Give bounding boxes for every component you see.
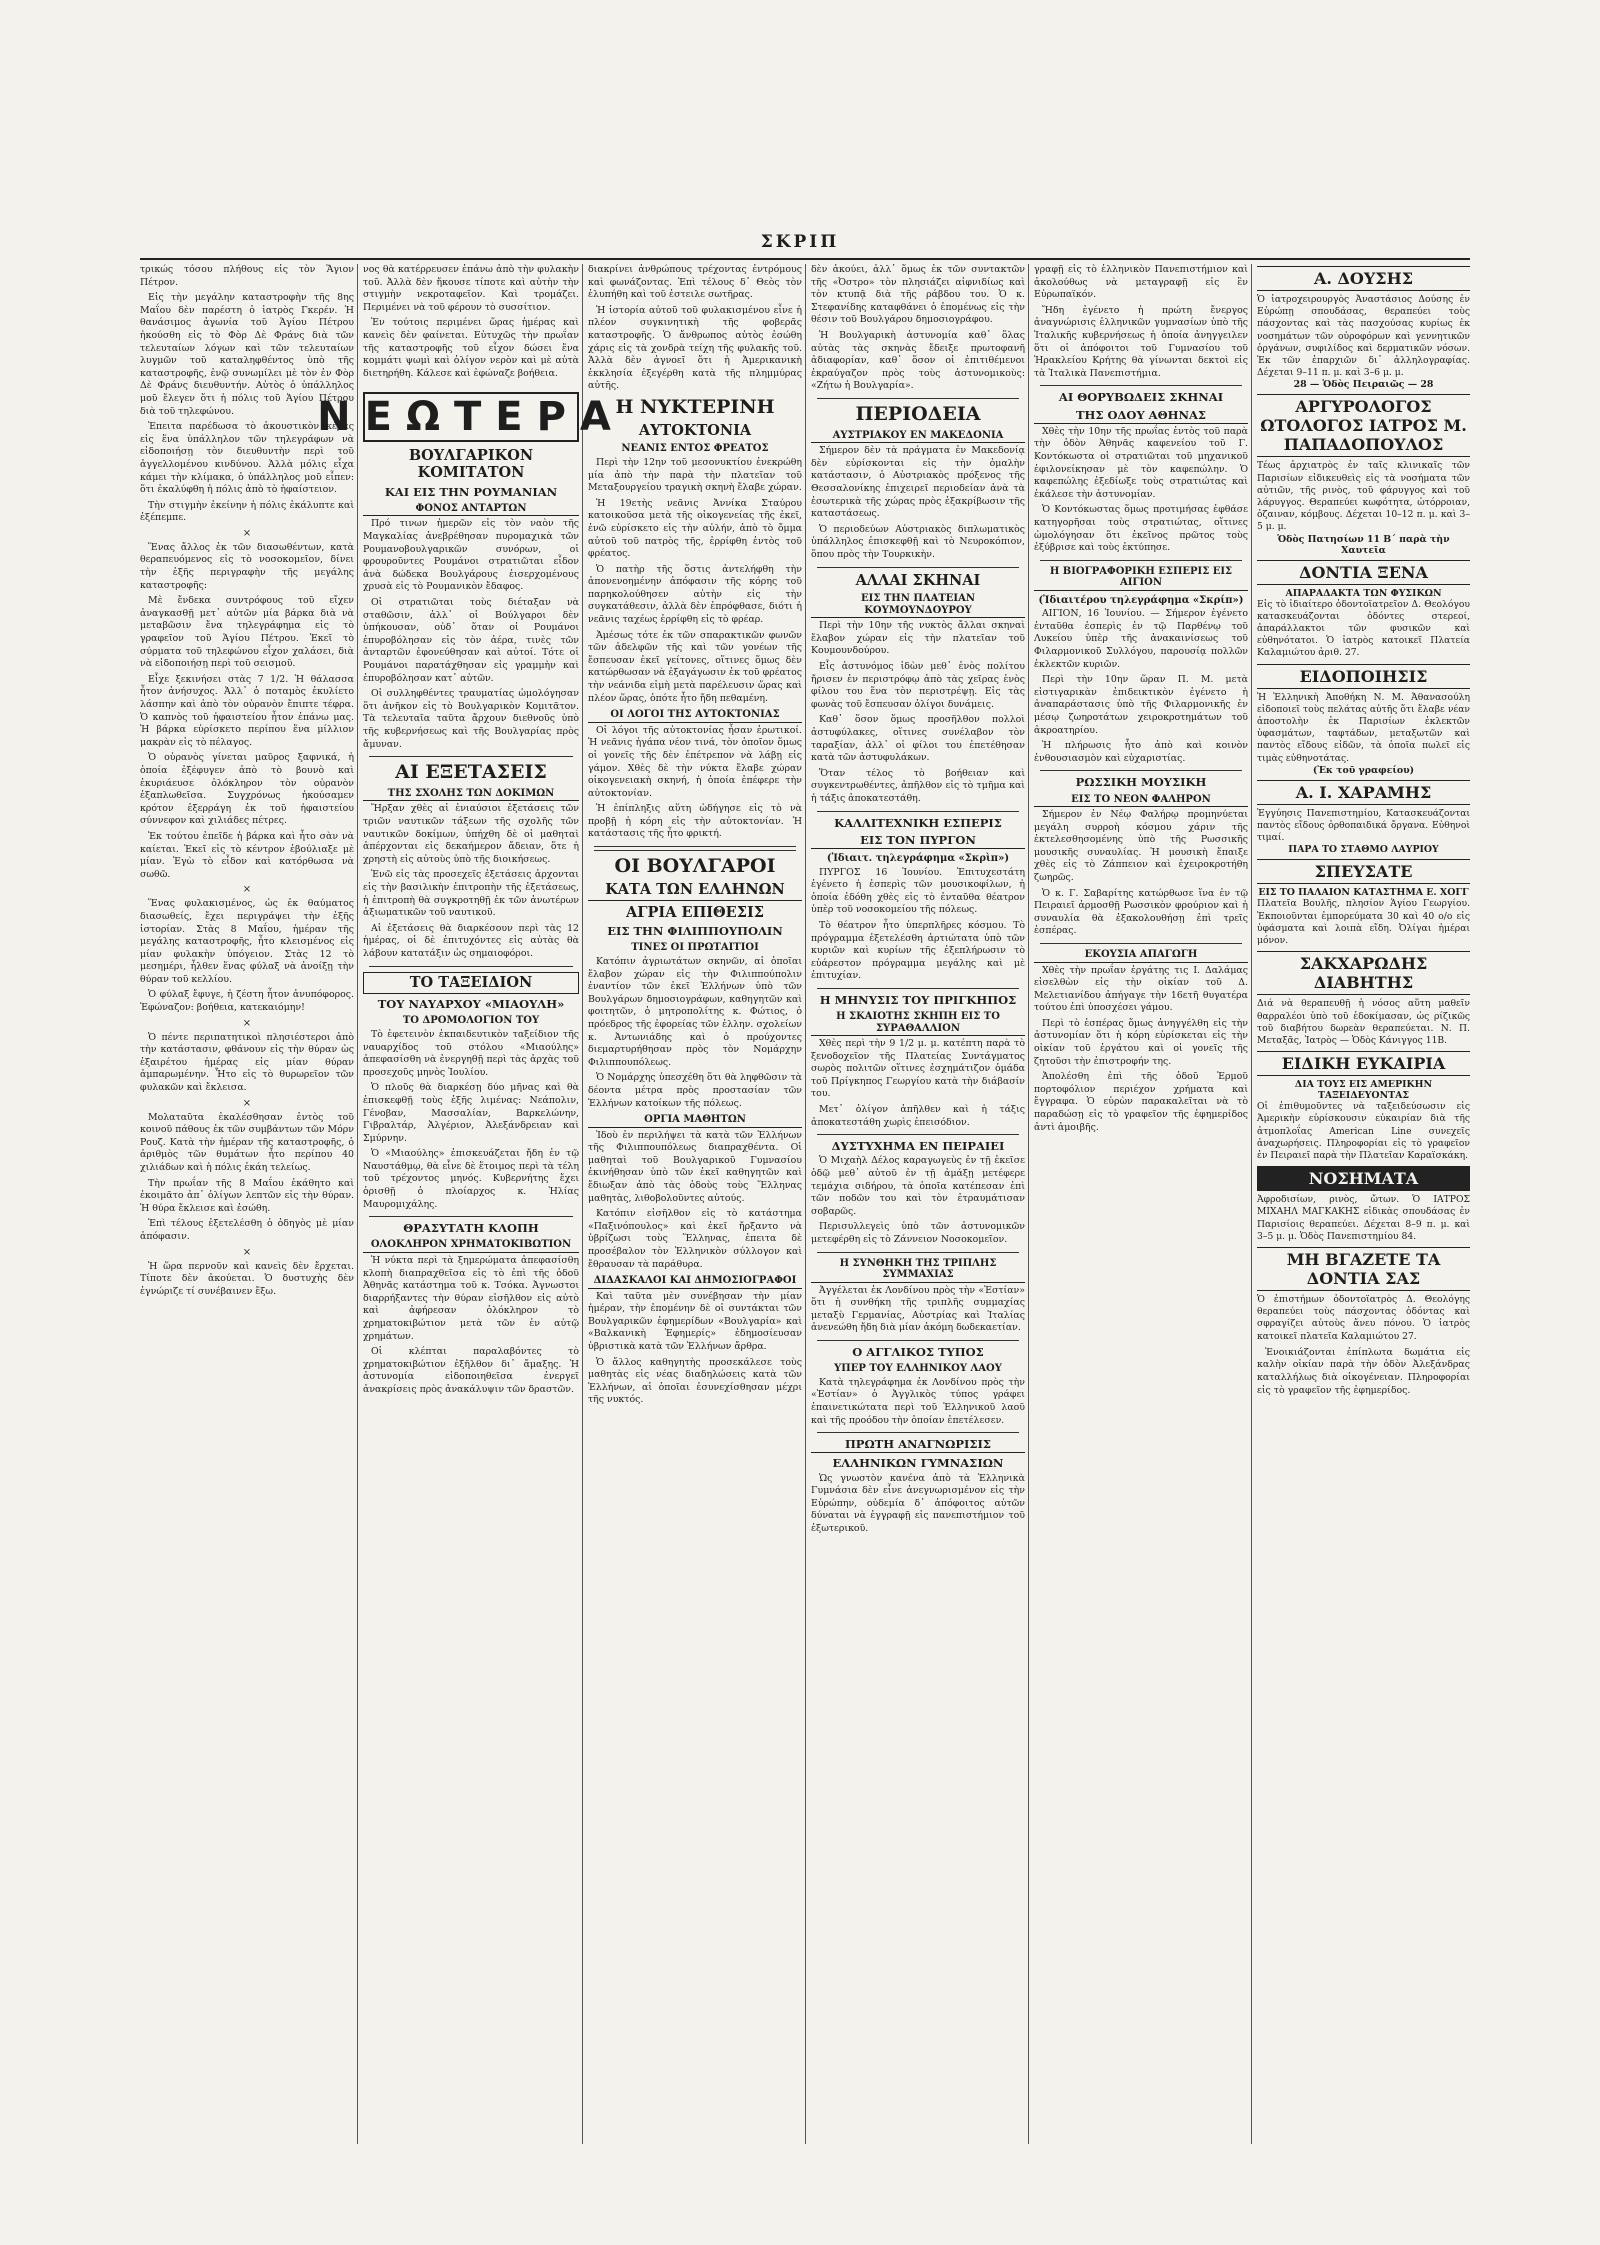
article-paragraph: Σήμερον δὲν τὰ πράγματα ἐν Μακεδονίᾳ δὲν εὑρίσκονται εἰς τὴν ὁμαλὴν κατάστασιν, ὁ Αὐστριακὸς πρόξενος τῆς Θεσσαλονίκης ἐπιχειρεῖ περιοδείαν ἀνὰ τὰ ἐσωτερικὰ τῆς χώρας πρὸς ἐξακρίβωσιν τῆς καταστάσεως. (811, 445, 1025, 520)
article-paragraph: διακρίνει ἀνθρώπους τρέχοντας ἐντρόμους καὶ φωνάζοντας. Ἐπὶ τέλους δ᾽ Θεὸς τὸν ἐλυπήθη καὶ τοῦ ἐστειλε σωτῆρας. (588, 264, 802, 301)
advertisement-title: ΝΟΣΗΜΑΤΑ (1257, 1166, 1470, 1191)
article-paragraph: Κατόπιν ἀγριωτάτων σκηνῶν, αἱ ὁποῖαι ἔλαβον χώραν εἰς τὴν Φιλιππούπολιν ἐναντίον τῶν ἐκεῖ Ἑλλήνων ὑπὸ τῶν Βουλγάρων δημοσιογράφων, καθηγητῶν καὶ φοιτητῶν, ὁ μητροπολίτης κ. Φώτιος, ὁ πρόεδρος τῆς ἐφορείας τῶν ἑλλην. σχολείων κ. Ἀντωνιάδης καὶ ὁ προύχοντες διεμαρτυρήθησαν πρὸς τὸν Νομάρχην Φιλιππουπόλεως. (588, 955, 802, 1068)
advertisement-title: ΔΟΝΤΙΑ ΞΕΝΑ (1257, 560, 1470, 585)
article-paragraph: Τὸ ἐφετεινὸν ἐκπαιδευτικὸν ταξείδιον τῆς ναυαρχίδος τοῦ στόλου «Μιαούλης» ἀπεφασίσθη νὰ ἐνεργηθῇ περὶ τὰς ἀρχὰς τοῦ προσεχοῦς μηνὸς Ἰουλίου. (363, 1028, 579, 1078)
advertisement-title: ΜΗ ΒΓΑΖΕΤΕ ΤΑ ΔΟΝΤΙΑ ΣΑΣ (1257, 1247, 1470, 1291)
article-headline: ΕΙΣ ΤΗΝ ΠΛΑΤΕΙΑΝ ΚΟΥΜΟΥΝΔΟΥΡΟΥ (811, 593, 1025, 618)
advertisement-title: ΑΡΓΥΡΟΛΟΓΟΣ ΩΤΟΛΟΓΟΣ ΙΑΤΡΟΣ Μ. ΠΑΠΑΔΟΠΟΥΛΟΣ (1257, 394, 1470, 457)
article-paragraph: Τὴν πρωΐαν τῆς 8 Μαΐου ἐκάθητο καὶ ἐκοιμᾶτο ἀπ᾽ ὀλίγων λεπτῶν εἰς τὴν θύραν. Ἡ θύρα ἔκλεισε καὶ ἐσώθη. (140, 1177, 354, 1214)
masthead-title: ΣΚΡΙΠ (760, 232, 840, 252)
article-paragraph: Μολαταῦτα ἐκαλέσθησαν ἐντὸς τοῦ κοινοῦ πάθους ἐκ τῶν συμβάντων τῶν Μόρν Ρουζ. Κατὰ τὴν ἡμέραν τῆς καταστροφῆς, ὁ ἀριθμὸς τῶν θυμάτων ἦτο περίπου 40 χιλιάδων καὶ ἡ πόλις ἐκάη τελείως. (140, 1111, 354, 1173)
article-headline: ΚΑΙ ΕΙΣ ΤΗΝ ΡΟΥΜΑΝΙΑΝ (384, 484, 558, 499)
latest-news-banner (317, 392, 625, 442)
advertisement-body: Ἀφροδισίων, ρινὸς, ὤτων. Ὁ ΙΑΤΡΟΣ ΜΙΧΑΗΛ ΜΑΓΚΑΚΗΣ εἰδικὰς σπουδάσας ἐν Παρισίοις θεραπεύει. Δέχεται 8–9 π. μ. καὶ 3–5 μ. μ. Ὁδὸς Πανεπιστημίου 84. (1257, 1194, 1470, 1242)
article-paragraph: Περισυλλεγεὶς ὑπὸ τῶν ἀστυνομικῶν μετεφέρθη εἰς τὸ Ζάννειον Νοσοκομεῖον. (811, 1221, 1025, 1246)
article-headline: ΝΕΑΝΙΣ ΕΝΤΟΣ ΦΡΕΑΤΟΣ (621, 443, 769, 455)
advertisement-body: Ἡ Ἑλληνικὴ Ἀποθήκη Ν. Μ. Ἀθανασούλη εἰδοποιεῖ τοὺς πελάτας αὐτῆς ὅτι ἔλαβε νέαν ἀποστολὴν ἐκ Παρισίων ἐκλεκτῶν ὑφασμάτων, ταφτάδων, μεταξωτῶν καὶ παντὸς εἴδους εἰδῶν, τὰ ὁποῖα πωλεῖ εἰς τιμὰς εὐθηνοτάτας. (1257, 691, 1470, 764)
advertisement-subtitle: ΔΙΑ ΤΟΥΣ ΕΙΣ ΑΜΕΡΙΚΗΝ ΤΑΞΕΙΔΕΥΟΝΤΑΣ (1294, 1079, 1433, 1102)
column-rule (817, 398, 1019, 399)
article-headline: ΕΛΛΗΝΙΚΩΝ ΓΥΜΝΑΣΙΩΝ (832, 1456, 1004, 1471)
article-paragraph: Ὁ Κοντόκωστας ὅμως προτιμήσας ἐφθάσε κατηγορῆσαι τοὺς στρατιώτας, οἵτινες ὠμολόγησαν ὅτι ἐκεῖνος πρῶτος τοὺς ἐξύβρισε καὶ τοὺς ἐκτύπησε. (1034, 504, 1248, 554)
column-rule (817, 1134, 1019, 1135)
column-3 (588, 264, 806, 2144)
advertisement-body: Πλατεῖα Βουλῆς, πλησίον Ἁγίου Γεωργίου. Ἐκποιοῦνται ἐμπορεύματα 30 καὶ 40 ο/ο εἰς ὑφάσματα καὶ λοιπὰ εἴδη. Ὀλίγαι ἡμέραι μόνον. (1257, 898, 1470, 947)
advertisement-footer: Ὁδὸς Πατησίων 11 Β΄ παρὰ τὴν Χαυτεῖα (1277, 533, 1450, 556)
advertisement-body: Ὁ ἐπιστήμων ὀδοντοϊατρὸς Δ. Θεολόγης θεραπεύει τοὺς πάσχοντας ὀδόντας καὶ σφραγίζει αὐτοὺς ἄνευ πόνου. Ὁ ἰατρὸς κατοικεῖ πλατεῖα Καλαμιώτου 27. (1257, 1293, 1470, 1342)
article-headline: ΕΙΣ ΤΟΝ ΠΥΡΓΟΝ (811, 834, 1025, 849)
section-separator: × (242, 1246, 252, 1258)
article-paragraph: Ὁ πατὴρ τῆς ὅστις ἀντελήφθη τὴν ἀπονενοημένην ἀπόφασιν τῆς κόρης τοῦ παρηκολούθησεν αὐτὴν εἰς τὴν συγκατάθεσιν, ἀλλὰ δὲν ἐπρόφθασε, διότι ἡ νεᾶνις ταχέως ἐρρίφθη εἰς τὸ φρέαρ. (588, 563, 802, 626)
article-paragraph: Ὁ οὐρανὸς γίνεται μαῦρος ξαφνικά, ἡ ὁποία ἐξέφυγεν ἀπὸ τὸ βουνὸ καὶ ἐκυριάευσε ὁλόκληρον τὸν οὐρανὸν ἐξαπλωθεῖσα. Συγχρόνως ἠκούσαμεν κρότον ἐξερράγη ἐκ τοῦ ἡφαιστείου σύννεφον καὶ χιλιάδες πέτρες. (140, 752, 354, 827)
advertisement (1257, 266, 1470, 390)
article-paragraph: Περὶ τὴν 12ην τοῦ μεσονυκτίου ἐνεκρώθη μία ἀπὸ τὴν παρὰ τὴν πλατεῖαν τοῦ Μεταξουργείου τραγικὴ σκηνὴ ἔλαβε χώραν. (588, 456, 802, 494)
article-headline: ΑΙ ΘΟΡΥΒΩΔΕΙΣ ΣΚΗΝΑΙ (1058, 390, 1224, 405)
article-headline: Η ΜΗΝΥΣΙΣ ΤΟΥ ΠΡΙΓΚΗΠΟΣ (819, 992, 1017, 1007)
article-headline: ΤΙΝΕΣ ΟΙ ΠΡΩΤΑΙΤΙΟΙ (631, 942, 759, 954)
article-paragraph: νος θὰ κατέρρευσεν ἐπάνω ἀπὸ τὴν φυλακὴν τοῦ. Ἀλλὰ δὲν ἤκουσε τίποτε καὶ αὐτὴν τὴν στιγμὴν νεκροταφεῖον. Καὶ τρομάζει. Περιμένει νὰ τοῦ φέρουν τὸ συσσίτιον. (363, 264, 579, 313)
article-headline: ΔΥΣΤΥΧΗΜΑ ΕΝ ΠΕΙΡΑΙΕΙ (831, 1139, 1005, 1154)
advertisement (1257, 1247, 1470, 1343)
article-paragraph: Ὡς γνωστὸν κανένα ἀπὸ τὰ Ἑλληνικὰ Γυμνάσια δὲν εἶνε ἀνεγνωρισμένον εἰς τὴν Εὐρώπην, οὐδεμία δ᾽ ἀπόφοιτος αὐτῶν δύναται νὰ ἐγγραφῇ εἰς πανεπιστήμιον τοῦ ἐξωτερικοῦ. (811, 1472, 1025, 1534)
advertisement-body: Ἐγγύησις Πανεπιστημίου, Κατασκευάζονται παντὸς εἴδους ὀρθοπαιδικά ὄργανα. Εὐθηνοὶ τιμαί. (1257, 807, 1470, 844)
advertisement-title: Α. Ι. ΧΑΡΑΜΗΣ (1257, 780, 1470, 805)
article-paragraph: Οἱ συλληφθέντες τραυματίας ὡμολόγησαν ὅτι ἀνῆκον εἰς τὸ Βουλγαρικὸν Κομιτᾶτον. Τὰ τελευταῖα ταῦτα ἄρχουν διεθνοῦς ὑπὸ τῆς κυβερνήσεως καὶ τῆς Βουλγαρίας πρὸς ἄμυναν. (363, 688, 579, 750)
article-headline: ΦΟΝΟΣ ΑΝΤΑΡΤΩΝ (363, 503, 579, 517)
advertisement-body: Οἱ ἐπιθυμοῦντες νὰ ταξειδεύσωσιν εἰς Ἀμερικὴν εὑρίσκουσιν εὐκαιρίαν διὰ τῆς ἀτμοπλοΐας American Line συνεχεῖς ἀναχωρήσεις. Πληροφορίαι εἰς τὸ γραφεῖον ἐν Πειραιεῖ παρὰ τὴν Πλατεῖαν Καραϊσκάκη. (1257, 1101, 1470, 1161)
article-headline: ΡΩΣΣΙΚΗ ΜΟΥΣΙΚΗ (1075, 775, 1207, 790)
banner-text: ΝΕΩΤΕΡΑ (317, 394, 625, 441)
article-paragraph: Ἤδη ἐγένετο ἡ πρώτη ἔνεργος ἀναγνώρισις ἑλληνικῶν γυμνασίων ὑπὸ τῆς Ἰταλικῆς κυβερνήσεως ἡ ὁποία ἀνηγγειλεν ὅτι οἱ ἀπόφοιτοι τοῦ Γυμνασίου τοῦ Ἡρακλείου Κρήτης θὰ γίνωνται δεκτοὶ εἰς τὰ Ἰταλικὰ Πανεπιστήμια. (1034, 304, 1248, 379)
article-headline: ΕΚΟΥΣΙΑ ΑΠΑΓΩΓΗ (1034, 949, 1248, 963)
article-paragraph: Ὁ «Μιαούλης» ἐπισκευάζεται ἤδη ἐν τῷ Ναυστάθμῳ, θὰ εἶνε δὲ ἕτοιμος περὶ τὰ τέλη τοῦ τρέχοντος μηνός. Κυβερνήτης ἔχει ὁρισθῇ ὁ πλοίαρχος κ. Ἠλίας Μαυρομιχάλης. (363, 1148, 579, 1210)
article-paragraph: Σήμερον ἐν Νέῳ Φαλήρῳ προμηνύεται μεγάλη συρροὴ κόσμου χάριν τῆς ἐκτελεσθησομένης ὑπὸ τῆς Ρωσσικῆς μουσικῆς συναυλίας. Ἡ μουσικὴ ἔπαιξε χθὲς εἰς τὸ Ζάππειον καὶ ἐχειροκροτήθη ζωηρῶς. (1034, 809, 1248, 884)
article-headline: Η ΣΚΑΙΟΤΗΣ ΣΚΗΠΗ ΕΙΣ ΤΟ ΣΥΡΑΘΑΛΛΙΟΝ (811, 1011, 1025, 1036)
article-headline: ΟΙ ΛΟΓΟΙ ΤΗΣ ΑΥΤΟΚΤΟΝΙΑΣ (588, 709, 802, 723)
advertisement-body: Εἰς τὸ ἰδιαίτερο ὀδοντοϊατρεῖον Δ. Θεολόγου κατασκευάζονται ὀδόντες στερεοί, ἀπαράλλακτοι τῶν φυσικῶν καὶ εὐθηνότατοι. Ὁ ἰατρὸς κατοικεῖ Πλατεία Καλαμιώτου ἀριθ. 27. (1257, 598, 1470, 659)
article-paragraph: Αἱ ἐξετάσεις θὰ διαρκέσουν περὶ τὰς 12 ἡμέρας, οἱ δὲ ἐπιτυχόντες εἰς αὐτὰς θὰ λάβουν κατατάξιν ὡς σημαιοφόροι. (363, 922, 579, 959)
section-separator: × (242, 1017, 252, 1029)
advertisement-title: ΕΙΔΙΚΗ ΕΥΚΑΙΡΙΑ (1257, 1051, 1470, 1076)
column-6 (1257, 264, 1473, 2144)
column-rule (369, 1216, 573, 1217)
column-rule (1040, 385, 1242, 386)
column-rule (369, 756, 573, 757)
article-paragraph: Ἡ 19ετὴς νεᾶνις Ἀννίκα Σταύρου κατοικοῦσα μετὰ τῆς οἰκογενείας τῆς ἐκεῖ, ἐνῶ εὑρίσκετο εἰς τὴν αὐλήν, ἀπὸ τὸ ὄμμα αὐτοῦ τοῦ πατρὸς τῆς, ἐρρίφθη ἐντὸς τοῦ φρέατος. (588, 497, 802, 560)
advertisement-subtitle: ΕΙΣ ΤΟ ΠΑΛΑΙΟΝ ΚΑΤΑΣΤΗΜΑ Ε. ΧΟΓΓ (1258, 887, 1469, 899)
article-headline: ΤΗΣ ΟΔΟΥ ΑΘΗΝΑΣ (1034, 409, 1248, 424)
article-headline: ΑΛΛΑΙ ΣΚΗΝΑΙ (855, 571, 981, 589)
article-paragraph: Τὸ θέατρον ἦτο ὑπερπλῆρες κόσμου. Τὸ πρόγραμμα ἐξετελέσθη ἀρτιώτατα ὑπὸ τῶν κυριῶν καὶ κυρίων τῆς ἐξεπλήρωσιν τὸ εὐάρεστον πρόγραμμα μεγάλης καὶ μὲ ἐπιτυχίαν. (811, 919, 1025, 982)
article-paragraph: Χθὲς περὶ τὴν 9 1/2 μ. μ. κατέπτη παρὰ τὸ ξενοδοχεῖον τῆς Πλατείας Συντάγματος σωρὸς πολιτῶν οἵτινες ἐσχημάτιζον ὁμάδα τοῦ Πρίγκηπος Γεωργίου κατὰ τὴν διάβασίν του. (811, 1038, 1025, 1100)
article-headline: Ο ΑΓΓΛΙΚΟΣ ΤΥΠΟΣ (852, 1345, 984, 1360)
advertisement-body: Τέως ἀρχιατρὸς ἐν ταῖς κλινικαῖς τῶν Παρισίων εἰδικευθεὶς εἰς τὰ νοσήματα τῶν αὐτιῶν, τῆς ρινὸς, τοῦ φάρυγγος καὶ τοῦ λάρυγγος. Θεραπεύει κωφότητα, ὠτόρροιαν, ὀζαιναν, κόμβους. Δέχεται 10–12 π. μ. καὶ 3–5 μ. μ. (1257, 460, 1470, 533)
advertisement-title: ΣΠΕΥΣΑΤΕ (1257, 859, 1470, 884)
article-paragraph: Ὁ φύλαξ ἔφυγε, ἡ ζέστη ἦτον ἀνυπόφορος. Ἐφώναζον: βοήθεια, κατεκαιόμην! (140, 989, 354, 1014)
article-paragraph: Ἡ ὥρα περνοῦν καὶ κανεὶς δὲν ἔρχεται. Τίποτε δὲν ἀκούεται. Ὁ δυστυχὴς δὲν ἐγνώριζε τί συνέβαινεν ἔξω. (140, 1260, 354, 1297)
article-paragraph: Οἱ στρατιῶται τοὺς διέταξαν νὰ σταθῶσιν, ἀλλ᾽ οἱ Βούλγαροι δὲν ὑπήκουσαν, οὐδ᾽ ὅταν οἱ Ρουμάνοι ἐπυροβόλησαν εἰς τὸν ἀέρα, τινὲς τῶν ἀνταρτῶν ἐφονεύθησαν καὶ αὐτοί. Τότε οἱ Ρουμάνοι παρατάχθησαν εἰς γραμμὴν καὶ ἐπυροβόλησαν κατ᾽ αὐτῶν. (363, 596, 579, 684)
column-rule (1040, 560, 1242, 561)
article-paragraph: Ὁ Μιχαὴλ Δέλος καραγωγεὺς ἐν τῇ ἐκεῖσε ὁδῷ μεθ᾽ αὐτοῦ ἐν τῇ ἀμάξῃ μετέφερε τεμάχια σιδήρου, τὰ ὁποῖα κατέπεσαν ἐπὶ τῶν ποδῶν του καὶ τὸν ἐτραυμάτισαν σοβαρῶς. (811, 1155, 1025, 1217)
article-paragraph: Ὁ πλοῦς θὰ διαρκέσῃ δύο μῆνας καὶ θὰ ἐπισκεφθῇ τοὺς ἑξῆς λιμένας: Νεάπολιν, Γένοβαν, Μασσαλίαν, Βαρκελώνην, Γιβραλτάρ, Ἀλγέριον, Ἀλεξάνδρειαν καὶ Σμύρνην. (363, 1082, 579, 1144)
column-rule (817, 1252, 1019, 1253)
column-rule (817, 567, 1019, 568)
advertisement (1257, 560, 1470, 660)
article-paragraph: Ὁ περιοδεύων Αὐστριακὸς διπλωματικὸς ὑπάλληλος ἐπισκεφθῇ καὶ τὸ Νευροκόπιον, ὅπου πρὸς τὴν Τουρκικὴν. (811, 523, 1025, 561)
article-paragraph: Ἐπειτα παρέδωσα τὸ ἀκουστικὸν κέρας εἰς ἕνα ὑπάλληλον τῶν τηλεγράφων νὰ εἰδοποιήσῃ τὸν διευθυντὴν περὶ τοῦ ἀγγελλομένου κινδύνου. Ἀλλὰ μόλις εἶχα κάμει τὴν κλίμακα, ὁ ὑπάλληλος μοῦ εἶπεν: ὅτι ἐκαλύφθη ἡ πόλις ἀπὸ τὸ ἡφαίστειον. (140, 421, 354, 496)
article-headline: ΤΟ ΔΡΟΜΟΛΟΓΙΟΝ ΤΟΥ (402, 1015, 540, 1027)
article-paragraph: Μετ᾽ ὀλίγον ἀπῆλθεν καὶ ἡ τάξις ἀποκατεστάθη χωρὶς ἐπεισόδιον. (811, 1104, 1025, 1128)
article-paragraph: Ὁ Νομάρχης ὑπεσχέθη ὅτι θὰ ληφθῶσιν τὰ δέοντα μέτρα πρὸς προστασίαν τῶν Ἑλλήνων κατοίκων τῆς πόλεως. (588, 1072, 802, 1109)
advertisement-title: ΣΑΚΧΑΡΩΔΗΣ ΔΙΑΒΗΤΗΣ (1257, 951, 1470, 995)
advertisement (1257, 951, 1470, 1047)
article-headline: Η ΣΥΝΘΗΚΗ ΤΗΣ ΤΡΙΠΛΗΣ ΣΥΜΜΑΧΙΑΣ (811, 1258, 1025, 1283)
article-paragraph: Κατόπιν εἰσῆλθον εἰς τὸ κατάστημα «Παξινόπουλος» καὶ ἐκεῖ ἤρξαντο νὰ ὑβρίζωσι τοὺς Ἕλληνας, ἐπειτα δὲ προσέβαλον τὸν Ἑλληνικὸν σύλλογον καὶ ἔθραυσαν τὰ παράθυρα. (588, 1208, 802, 1270)
article-paragraph: Ἡ ἐπίπληξις αὕτη ὡδήγησε εἰς τὸ νὰ προβῇ ἡ κόρη εἰς τὴν αὐτοκτονίαν. Ἡ κατάστασις τῆς ἦτο φρικτή. (588, 803, 802, 840)
article-paragraph: Χθὲς τὴν πρωΐαν ἐργάτης τις Ι. Δαλάμας εἰσελθὼν εἰς τὴν οἰκίαν τοῦ Δ. Μελετιανίδου ἀπήγαγε τὴν 16ετῆ θυγατέρα τούτου ἐπὶ ὑποσχέσει γάμου. (1034, 964, 1248, 1014)
article-paragraph: δὲν ἀκούει, ἀλλ᾽ ὅμως ἐκ τῶν συντακτῶν τῆς «Ὀστρο» τὸν πλησιάζει αἰφνιδίως καὶ τὸν κτυπᾷ διὰ τῆς ράβδου του. Ὁ κ. Στεφανίδης καταφθάνει ὁ ἐπομένως εἰς τὴν θέσιν τοῦ Βουλγάρου δημοσιογράφου. (811, 264, 1025, 326)
article-headline: ΟΛΟΚΛΗΡΟΝ ΧΡΗΜΑΤΟΚΙΒΩΤΙΟΝ (363, 1239, 579, 1253)
section-separator: × (242, 884, 252, 896)
article-headline: ΒΟΥΛΓΑΡΙΚΟΝ ΚΟΜΙΤΑΤΟΝ (408, 447, 534, 482)
article-paragraph: Καθ᾽ ὅσον ὅμως προσῆλθον πολλοὶ ἀστυφύλακες, οἵτινες συνέλαβον τὸν ταραξίαν, ἀλλ᾽ οἱ φίλοι του ἐπετέθησαν κατὰ τῶν ἀστυφυλάκων. (811, 714, 1025, 764)
article-headline: ΚΑΤΑ ΤΩΝ ΕΛΛΗΝΩΝ (588, 882, 802, 901)
article-paragraph: ΠΥΡΓΟΣ 16 Ἰουνίου. Ἐπιτυχεστάτη ἐγένετο ἡ ἐσπερὶς τῶν μουσικοφίλων, ἡ ὁποία ἐδόθη χθὲς εἰς τὸ ἐνταῦθα θέατρον ὑπὲρ τοῦ νοσοκομείου τῆς πόλεως. (811, 866, 1025, 916)
article-headline: ΤΗΣ ΣΧΟΛΗΣ ΤΩΝ ΔΟΚΙΜΩΝ (363, 788, 579, 802)
article-paragraph: Ἀπολέσθη ἐπὶ τῆς ὁδοῦ Ἑρμοῦ πορτοφόλιον περιέχον χρήματα καὶ ἔγγραφα. Ὁ εὑρὼν παρακαλεῖται νὰ τὸ παραδώσῃ εἰς τὸ γραφεῖον τῆς ἐφημερίδος ἀντὶ ἀμοιβῆς. (1034, 1071, 1248, 1133)
advertisement-footer: ΠΑΡΑ ΤΟ ΣΤΑΘΜΟ ΛΑΥΡΙΟΥ (1288, 844, 1439, 856)
article-headline: ΤΟ ΤΑΞΕΙΔΙΟΝ (363, 972, 579, 995)
advertisement (1257, 1051, 1470, 1162)
column-rule (369, 966, 573, 967)
article-paragraph: τρικώς τόσου πλήθους εἰς τὸν Ἅγιον Πέτρον. (140, 264, 354, 288)
article-paragraph: Περὶ τὴν 10ην ὥραν Π. Μ. μετὰ εἰστιγαρικὰν ἐπιδεικτικὸν ἐγένετο ἡ ἀναπαράστασις ὑπὸ τῆς Φιλαρμονικῆς ἐν μέσῳ ζωηροτάτων χειροκροτημάτων τοῦ ἀκροατηρίου. (1034, 674, 1248, 736)
advertisement (1257, 394, 1470, 555)
article-paragraph: Πρό τινων ἡμερῶν εἰς τὸν ναὸν τῆς Μαγκαλίας ἀνεβρέθησαν πυρομαχικὰ τῶν Ρουμανοβουλγαρικῶν συνόρων, οἱ φρουροῦντες Ρουμάνοι στρατιῶται εἶδον ἀνὰ δώδεκα Βουλγάρους ἐισερχομένους χρυσὰ εἰς τὸ Ρουμανικὸν ἔδαφος. (363, 518, 579, 593)
article-paragraph: Ἰδοὺ ἐν περιλήψει τὰ κατὰ τῶν Ἑλλήνων τῆς Φιλιππουπόλεως διαπραχθέντα. Οἱ μαθηταὶ τοῦ Βουλγαρικοῦ Γυμνασίου ἐκινήθησαν ὑπὸ τῶν ἐκεῖ καθηγητῶν καὶ ἔδιωξαν ἀπὸ τὰς ὁδοὺς τοὺς Ἕλληνας μαθητὰς, λιθοβολοῦντες αὐτούς. (588, 1129, 802, 1204)
advertisement-title: Α. ΔΟΥΣΗΣ (1257, 266, 1470, 291)
article-headline: ΑΥΤΟΚΤΟΝΙΑ (638, 421, 752, 439)
column-rule (817, 1432, 1019, 1433)
article-paragraph: Ἤρξαν χθὲς αἱ ἐνιαύσιοι ἐξετάσεις τῶν τριῶν ναυτικῶν τάξεων τῆς σχολῆς τῶν ναυτικῶν δοκίμων, ὑπήχθη δὲ οἱ μαθηταὶ ἀπέρχονται εἰς δεκαήμερον ἄδειαν, ὅτε ἡ χρηστὴ εἰς αὐτοὺς ὑπὸ τῆς διοικήσεως. (363, 803, 579, 865)
columns-container (140, 264, 1470, 2144)
column-rule (1040, 770, 1242, 771)
article-headline: ΤΟΥ ΝΑΥΑΡΧΟΥ «ΜΙΑΟΥΛΗ» (377, 997, 565, 1012)
article-paragraph: Εἰς τὴν μεγάλην καταστροφὴν τῆς 8ης Μαΐου δὲν παρέστη ὁ ἰατρὸς Γκερέν. Ἡ θανάσιμος ἀγωνία τοῦ Ἁγίου Πέτρου ἠκούσθη εἰς τὸ Φὸρ Δὲ Φράνς διὰ τῶν τελευταίων λόγων καὶ τῶν τελευταίων λυγμῶν τοῦ καταληφθέντος ὑπὸ τῆς καταστροφῆς, ἐνῷ συνωμίλει μὲ τὸν ἐν Φὸρ Δὲ Φράνς διευθυντήν. Αὐτὸς ὁ ὑπάλληλος μοῦ ἔλεγεν ὅτι ἡ πόλις τοῦ Ἁγίου Πέτρου διὰ τοῦ τηλεφώνου. (140, 292, 354, 417)
article-headline: ΟΙ ΒΟΥΛΓΑΡΟΙ (614, 855, 776, 878)
section-separator: × (242, 527, 252, 539)
article-headline: ΕΙΣ ΤΗΝ ΦΙΛΙΠΠΟΥΠΟΛΙΝ (607, 924, 783, 939)
article-paragraph: Οἱ λόγοι τῆς αὐτοκτονίας ἦσαν ἐρωτικοί. Ἡ νεᾶνις ἠγάπα νέον τινά, τὸν ὁποῖον ὅμως οἱ γονεῖς τῆς δὲν ἐπέτρεπον νὰ λάβῃ εἰς γάμον. Χθὲς δὲ τὴν νύκτα ἔλαβε χώραν οἰκογενειακὴ σκηνή, ἡ ὁποία ἐπέφερε τὴν αὐτοκτονίαν. (588, 724, 802, 799)
article-paragraph: Ἕνας φυλακισμένος, ὡς ἐκ θαύματος διασωθείς, ἔχει περιγράψει τὴν ἑξῆς ἱστορίαν. Στὰς 8 Μαΐου, ἡμέραν τῆς μεγάλης καταστροφῆς, ἦτο κλεισμένος εἰς μίαν φυλακὴν ὑπόγειον. Στὰς 12 τὸ μεσημέρι, ἦλθεν ἕνας φύλαξ νὰ ἀνοίξῃ τὴν θύραν τοῦ κελλίου. (140, 898, 354, 985)
article-paragraph: Ἐν τούτοις περιμένει ὥρας ἡμέρας καὶ κανεὶς δὲν φαίνεται. Εὐτυχῶς τὴν πρωΐαν τῆς καταστροφῆς τοῦ εἶχον δώσει ἕνα κομμάτι ψωμὶ καὶ ὀλίγον νερὸν καὶ μὲ αὐτὰ διετηρήθη. Κάλεσε καὶ ἐφώναζε βοήθεια. (363, 317, 579, 379)
column-rule (817, 1340, 1019, 1341)
article-paragraph: Οἱ κλέπται παραλαβόντες τὸ χρηματοκιβώτιον ἐξῆλθον δι᾽ ἄμαξης. Ἡ ἀστυνομία εἰδοποιηθεῖσα ἐνεργεῖ ἀνακρίσεις πρὸς ἀνακάλυψιν τῶν δραστῶν. (363, 1346, 579, 1395)
advertisement-body: Ὁ ἰατροχειρουργὸς Ἀναστάσιος Δούσης ἐν Εὐρώπῃ σπουδάσας, θεραπεύει τοὺς πάσχοντας καὶ τὰς πασχούσας κυρίως ἐκ νοσημάτων τῶν οὐροφόρων καὶ γεννητικῶν ὀργάνων, συφιλίδος καὶ δερματικῶν νόσων. Ἐκ τῶν ἐπαρχιῶν δι᾽ ἀλληλογραφίας. Δέχεται 9–11 π. μ. καὶ 3–6 μ. μ. (1257, 294, 1470, 379)
column-rule (594, 846, 796, 851)
article-paragraph: Ἡ Βουλγαρικὴ ἀστυνομία καθ᾽ ὅλας αὐτὰς τὰς σκηνὰς ἔδειξε πρωτοφανῆ ἀδιαφορίαν, καθ᾽ ὅσον οἱ ἐπιτιθέμενοι ἐκραύγαζον πρὸς τοὺς ἀστυνομικοὺς: «Ζήτω ἡ Βουλγαρία». (811, 329, 1025, 392)
advertisement-subtitle: ΑΠΑΡΑΔΑΚΤΑ ΤΩΝ ΦΥΣΙΚΩΝ (1285, 587, 1442, 599)
column-1 (140, 264, 358, 2144)
advertisement-title: ΕΙΔΟΠΟΙΗΣΙΣ (1257, 664, 1470, 689)
article-paragraph: Ἐνῶ εἰς τὰς προσεχεῖς ἐξετάσεις ἀρχονται εἰς τὴν βασιλικὴν ἐπιτροπὴν τῆς ἐξετάσεως, ἡ ἐπιτροπὴ θὰ συγκροτηθῇ ἐκ τῶν ἀνωτέρων ἀξιωματικῶν τοῦ ναυτικοῦ. (363, 869, 579, 919)
article-headline: ΑΥΣΤΡΙΑΚΟΥ ΕΝ ΜΑΚΕΔΟΝΙΑ (811, 430, 1025, 444)
advertisement (1257, 664, 1470, 776)
article-headline: ΚΑΛΛΙΤΕΧΝΙΚΗ ΕΣΠΕΡΙΣ (834, 815, 1002, 830)
article-paragraph: Ἐκ τούτου ἐπεῖδε ἡ βάρκα καὶ ἦτο σὰν νὰ καίεται. Ἐκεῖ εἰς τὸ κέντρον ἐβούλιαξε μὲ μίαν. Ἐγὼ τὸ εἶδον καὶ κατόρθωσα νὰ σωθῶ. (140, 830, 354, 880)
article-paragraph: Μὲ ἔνδεκα συντρόφους τοῦ εἴχεν ἀναγκασθῇ μετ᾽ αὐτῶν μία βάρκα διὰ νὰ μεταβῶσιν ἔνα τηλεγράφημα εἰς τὸ γραφεῖον τοῦ Ἁγίου Πέτρου. Ἐκεῖ τὸ σύρματα τοῦ τηλεφώνου εἶχον χαλάσει, διὰ νὰ εἰδοποιήσῃ περὶ τοῦ σεισμοῦ. (140, 595, 354, 670)
advertisement (1257, 859, 1470, 947)
article-paragraph: Καὶ ταῦτα μὲν συνέβησαν τὴν μίαν ἡμέραν, τὴν ἐπομένην δὲ οἱ συντάκται τῶν Βουλγαρικῶν ἐφημερίδων «Βουλγαρία» καὶ «Βαλκανικὴ Ἐφημερίς» ἐδημοσίευσαν ὑβριστικὰ κατὰ τῶν Ἑλλήνων ἄρθρα. (588, 1290, 802, 1353)
column-rule (1040, 943, 1242, 944)
article-paragraph: Ἡ νύκτα περὶ τὰ ξημερώματα ἀπεφασίσθη κλοπὴ διαπραχθεῖσα εἰς τὸ ἐπὶ τῆς ὁδοῦ Ἀθηνᾶς κατάστημα τοῦ κ. Τσόκα. Ἀγνωστοι διαρρήξαντες τὴν θύραν εἰσῆλθον εἰς αὐτὸ καὶ ἀφήρεσαν ὁλόκληρον τὸ χρηματοκιβώτιον μετὰ τῶν ἐν αὐτῷ χρημάτων. (363, 1254, 579, 1342)
article-headline: ΕΙΣ ΤΟ ΝΕΟΝ ΦΑΛΗΡΟΝ (1034, 794, 1248, 808)
advertisement-footer: 28 — Ὁδὸς Πειραιῶς — 28 (1293, 379, 1434, 391)
article-paragraph: Εἶχε ξεκινήσει στὰς 7 1/2. Ἡ θάλασσα ἦτον ἀνήσυχος. Ἀλλ᾽ ὁ ποταμὸς ἐκυλίετο λάσπην καὶ ἀπὸ τὸν οὐρανὸν ἔπιπτε τέφρα. Ὁ καπνὸς τοῦ ἡφαιστείου ἦτον ἐπάνω μας. Ἡ βάρκα εὑρίσκετο περίπου ἕνα μίλλιον μακρὰν εἰς τὸ πέλαγος. (140, 673, 354, 748)
article-paragraph: Ὁ κ. Γ. Σαβαρίτης κατώρθωσε ἵνα ἐν τῷ Πειραιεῖ ἁρμοσθῇ Ρωσσικὸν φρούριον καὶ ἡ συναυλία θὰ ἐξακολουθήσῃ ἐπὶ τρεῖς ἑσπέρας. (1034, 887, 1248, 937)
advertisement (1257, 780, 1470, 856)
article-paragraph: ΑΙΓΙΟΝ, 16 Ἰουνίου. — Σήμερον ἐγένετο ἐνταῦθα ἐσπερὶς ἐν τῷ Παρθένῳ τοῦ Λυκείου ὑπὲρ τῆς ἀνακαινίσεως τοῦ Φιλαρμονικοῦ Συλλόγου, παρουσίᾳ πολλῶν ἐκλεκτῶν κυριῶν. (1034, 608, 1248, 670)
article-paragraph: Τὴν στιγμὴν ἐκείνην ἡ πόλις ἐκάλυπτε καὶ ἐξέπεμπε. (140, 499, 354, 524)
masthead-rule (140, 258, 1470, 260)
article-paragraph: Ἡ πλήρωσις ἦτο ἀπὸ καὶ κοινὸν ἐνθουσιασμὸν καὶ εὐχαριστίας. (1034, 740, 1248, 764)
article-headline: (Ἰδιαιτ. τηλεγράφημα «Σκρὶπ») (826, 853, 1010, 865)
article-headline: ΠΕΡΙΟΔΕΙΑ (855, 402, 981, 425)
article-paragraph: Εἷς ἀστυνόμος ἰδὼν μεθ᾽ ἑνὸς πολίτου ἤρισεν ἐν περιστρόφῳ ἀπὸ τὰς χεῖρας ἑνὸς φίλου του ἕνα τὸν περιστρέψῃ. Εἰς τὰς φωνὰς τοῦ ἔσπευσαν ὀλίγοι δυνάμεις. (811, 661, 1025, 710)
article-paragraph: Ὁ ἄλλος καθηγητὴς προσεκάλεσε τοὺς μαθητὰς εἰς νέας διαδηλώσεις κατὰ τῶν Ἑλλήνων, αἱ ὁποῖαι ἐσυνεχίσθησαν μέχρι τῆς νυκτός. (588, 1356, 802, 1406)
article-paragraph: Κατὰ τηλεγράφημα ἐκ Λονδίνου πρὸς τὴν «Ἑστίαν» ὁ Ἀγγλικὸς τύπος γράφει ἐπαινετικώτατα περὶ τοῦ Ἑλληνικοῦ λαοῦ καὶ τῆς προόδου τὴν ὁποίαν ἐπετέλεσεν. (811, 1376, 1025, 1426)
advertisement-body: Διά νὰ θεραπευθῇ ἡ νόσος αὕτη μαθεῖν θαρραλέοι ὑπὸ τοῦ ἐδοκίμασαν, ὡς ρίζικῶς τοῦ διαβήτου δωρεὰν θεραπεύεται. Ν. Π. Μεταξᾶς, Ἰατρὸς — Ὁδὸς Κάνιγγος 11Β. (1257, 998, 1470, 1046)
article-paragraph: Ὁ πέντε περιπατητικοὶ πλησιέστεροι ἀπὸ τὴν κατάστασιν, φθάνουν εἰς τὴν θύραν ὡς ἐξαιρέτου ἡμέρας εἰς μίαν θύραν ἀμπαρωμένην. Ἦτο εἰς τὸ θυρωρεῖον τῶν φυλακῶν καὶ ἔκλεισα. (140, 1031, 354, 1094)
article-headline: ΟΡΓΙΑ ΜΑΘΗΤΩΝ (588, 1114, 802, 1128)
article-headline: ΑΙ ΕΞΕΤΑΣΕΙΣ (395, 761, 547, 784)
section-separator: × (242, 1097, 252, 1109)
article-paragraph: Χθὲς τὴν 10ην τῆς πρωΐας ἐντὸς τοῦ παρὰ τὴν ὁδὸν Ἀθηνᾶς καφενείου τοῦ Γ. Κοντόκωστα οἱ στρατιῶται τοῦ μηχανικοῦ ἐφιλονείκησαν μὲ τὸν καφεπώλην. Ὁ καφεπώλης ἐξεδίωξε τοὺς στρατιώτας καὶ ἐκάλεσε τὴν ἀστυνομίαν. (1034, 425, 1248, 500)
column-4 (811, 264, 1029, 2144)
column-2 (317, 264, 625, 2144)
article-headline: Η ΝΥΚΤΕΡΙΝΗ (615, 395, 775, 418)
article-headline: Η ΒΙΟΓΡΑΦΟΡΙΚΗ ΕΣΠΕΡΙΣ ΕΙΣ ΑΙΓΙΟΝ (1034, 566, 1248, 591)
column-5 (1034, 264, 1252, 2144)
article-headline: ΘΡΑΣΥΤΑΤΗ ΚΛΟΠΗ (403, 1221, 539, 1236)
article-paragraph: Ἐνοικιάζονται ἐπίπλωτα δωμάτια εἰς καλὴν οἰκίαν παρὰ τὴν ὁδὸν Ἀλεξάνδρας καταλλήλως διὰ οἰκογένειαν. Πληροφορίαι εἰς τὸ γραφεῖον τῆς ἐφημερίδος. (1257, 1346, 1470, 1396)
article-paragraph: Ἀγγέλεται ἐκ Λονδίνου πρὸς τὴν «Ἑστίαν» ὅτι ἡ συνθήκη τῆς τριπλῆς συμμαχίας μεταξὺ Γερμανίας, Αὐστρίας καὶ Ἰταλίας ἀνενεώθη ἤδη διὰ μίαν ἀκόμη δωδεκαετίαν. (811, 1284, 1025, 1334)
article-paragraph: Περὶ τὸ ἑσπέρας ὅμως ἀνηγγέλθη εἰς τὴν ἀστυνομίαν ὅτι ἡ κόρη εὑρίσκεται εἰς τὴν οἰκίαν τοῦ ἐργάτου καὶ οἱ γονεῖς τῆς ζητοῦσι τὴν ἐπιστροφήν της. (1034, 1017, 1248, 1067)
article-paragraph: Ἐπὶ τέλους ἐξετελέσθη ὁ ὁδηγὸς μὲ μίαν ἀπόφασιν. (140, 1218, 354, 1242)
article-paragraph: Ὅταν τέλος τὸ βοήθειαν καὶ συγκεντρωθέντες, ἀπῆλθον εἰς τὸ τμῆμα καὶ ἡ τάξις ἀποκατεστάθη. (811, 767, 1025, 805)
advertisement-footer: (Ἐκ τοῦ γραφείου) (1312, 764, 1415, 776)
article-paragraph: Περὶ τὴν 10ην τῆς νυκτὸς ἄλλαι σκηναὶ ἔλαβον χώραν εἰς τὴν πλατεῖαν τοῦ Κουμουνδούρου. (811, 620, 1025, 657)
article-headline: ΠΡΩΤΗ ΑΝΑΓΝΩΡΙΣΙΣ (811, 1438, 1025, 1453)
article-headline: ΑΓΡΙΑ ΕΠΙΘΕΣΙΣ (625, 903, 765, 921)
advertisement (1257, 1166, 1470, 1243)
article-paragraph: Ἡ ἱστορία αὐτοῦ τοῦ φυλακισμένου εἶνε ἡ πλέον συγκινητικὴ τῆς φοβερᾶς καταστροφῆς. Ὁ ἄνθρωπος αὐτὸς ἐσώθη χάρις εἰς τὰ χονδρὰ τείχη τῆς φυλακῆς τοῦ. Ἀλλὰ δὲν ἀγνοεῖ ὅτι ἡ Ἀμερικανικὴ ἐκκλησία ἐξεγέρθη κατὰ τῆς πλημμύρας αὐτῆς. (588, 304, 802, 392)
article-paragraph: Ἕνας ἄλλος ἐκ τῶν διασωθέντων, κατὰ θεραπευόμενος εἰς τὸ νοσοκομεῖον, δίνει τὴν ἑξῆς περιγραφὴν τῆς μεγάλης καταστροφῆς: (140, 541, 354, 591)
article-headline: (Ἰδιαιτέρου τηλεγράφημα «Σκρίπ») (1038, 594, 1244, 606)
article-headline: ΔΙΔΑΣΚΑΛΟΙ ΚΑΙ ΔΗΜΟΣΙΟΓΡΑΦΟΙ (588, 1275, 802, 1289)
article-headline: ΥΠΕΡ ΤΟΥ ΕΛΛΗΝΙΚΟΥ ΛΑΟΥ (834, 1363, 1002, 1375)
column-rule (817, 988, 1019, 989)
column-rule (817, 811, 1019, 812)
article-paragraph: γραφῇ εἰς τὸ ἑλληνικὸν Πανεπιστήμιον καὶ ἀκολούθως νὰ μεταγραφῇ εἰς ἓν Εὐρωπαϊκόν. (1034, 264, 1248, 301)
article-paragraph: Ἀμέσως τότε ἐκ τῶν σπαρακτικῶν φωνῶν τῶν ἀδελφῶν τῆς καὶ τῶν γονέων τῆς ἔσπευσαν ἐκεῖ γείτονες, οἵτινες ὅμως δὲν κατώρθωσαν νὰ ἐξαγάγωσιν ἐκ τοῦ φρέατος τὴν νεάνιδα εἰμὴ μετὰ παρέλευσιν ὥρας καὶ πλέον ὥρας, ὁπότε ἦτο ἤδη πεθαμένη. (588, 629, 802, 704)
